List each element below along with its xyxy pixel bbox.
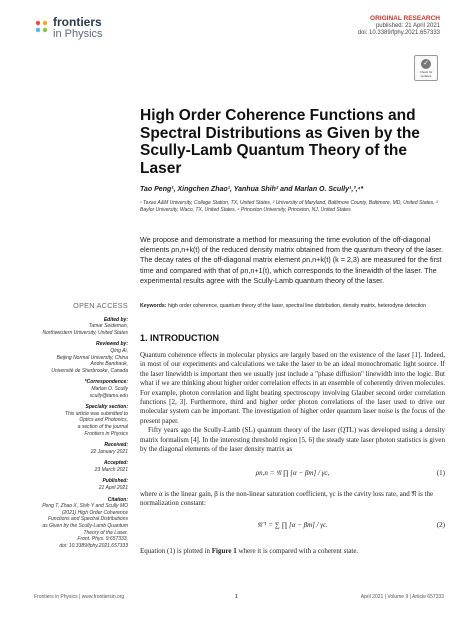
body-text <box>140 351 445 454</box>
paragraph: where α is the linear gain, β is the non-linear saturation coefficient, γc is the cavity loss rate, and 𝔑 is the normalization constant: <box>140 490 434 508</box>
specialty-label: Specialty section: <box>85 404 128 411</box>
reviewer-name: Andre Bandrauk, <box>90 361 128 368</box>
citation-line: (2021) High Order Coherence <box>61 509 128 516</box>
section-heading: 1. INTRODUCTION <box>140 333 220 343</box>
correspondence-email-link[interactable]: scully@tamu.edu <box>89 392 128 399</box>
citation-label: Citation: <box>107 496 128 503</box>
edited-by-label: Edited by: <box>103 316 128 323</box>
citation-line: as Given by the Scully-Lamb Quantum <box>42 523 128 530</box>
paragraph: Quantum coherence effects in molecular physics are largely based on the existence of the laser [1]. Indeed, in most of our experiments and calculations we take the laser to be an ideal monochromatic light source. If the laser linewidth is important then we usually just include a "phase diffusion" linewidth into the logic. But what if we are thinking about higher order correlation effects in an ensemble of coherently driven molecules. For example, photon correlation and light beating spectroscopy involving Glauber second order correlation functions [2, 3]. Furthermore, third and higher order photon correlations of the laser used to drive our molecular system can be important. The investigation of higher order quantum laser noise is the focus of the present paper. <box>140 351 445 425</box>
figure-1-link[interactable]: Figure 1 <box>211 547 237 555</box>
abstract: We propose and demonstrate a method for measuring the time evolution of the off-diagonal elements ρn,n+k(t) of the reduced density matrix obtained from the quantum theory of the laser. The decay rates of the off-diagonal matrix element ρn,n+k(t) (k = 2,3) are measured for the first time and compared with that of ρn,n+1(t), which corresponds to the linewidth of the laser. The experimental results agree with the Scully-Lamb quantum theory of the laser. <box>140 235 444 285</box>
keywords <box>140 303 445 310</box>
affiliations: ¹ Texas A&M University, College Station, TX, United States, ² University of Maryland, Baltimore County, Baltimore, MD, United States, ³ Baylor University, Waco, TX, United States, ⁴ Princeton University, Princeton, NJ, United States <box>140 200 438 213</box>
footer-issue: April 2021 | Volume 9 | Article 657333 <box>360 594 444 600</box>
citation-doi-link[interactable]: doi: 10.3389/fphy.2021.657333 <box>59 542 128 549</box>
sidebar <box>34 303 128 549</box>
editor-affiliation: Northwestern University, United States <box>42 329 128 336</box>
accepted-label: Accepted: <box>103 460 128 467</box>
check-badge-label: Check for updates <box>419 69 433 78</box>
article-title: High Order Coherence Functions and Spectral Distributions as Given by the Scully-Lamb Quantum Theory of the Laser <box>140 107 420 177</box>
keywords-text: high order coherence, quantum theory of the laser, spectral line distribution, density matrix, heterodyne detection <box>167 303 427 309</box>
footer-journal-link[interactable]: Frontiers in Physics | www.frontiersin.org <box>34 594 125 600</box>
citation-line: Theory of the Laser. <box>83 529 128 536</box>
citation-line: Functions and Spectral Distributions <box>47 516 128 523</box>
received-label: Received: <box>104 442 128 449</box>
editor-name: Tamar Seideman, <box>88 323 128 330</box>
reviewer-name: Qing Ai, <box>110 347 128 354</box>
accepted-date: 23 March 2021 <box>94 466 128 473</box>
equation-1-formula: ρn,n = 𝔑 ∏ [α − βm] / γc, <box>255 469 330 477</box>
article-type: ORIGINAL RESEARCH <box>370 15 440 22</box>
citation-line: Front. Phys. 9:657333. <box>77 536 128 543</box>
journal-logo[interactable] <box>53 16 103 40</box>
paragraph: Fifty years ago the Scully-Lamb (SL) quantum theory of the laser (QTL) was developed using a density matrix formalism [4]. In the interesting threshold region [5, 6] the steady state laser photon statistics is given by the diagonal elements of the laser density matrix as <box>140 426 445 454</box>
equation-1 <box>140 462 445 484</box>
correspondence-name: Marlan O. Scully <box>91 385 128 392</box>
correspondence-label: *Correspondence: <box>84 379 128 386</box>
reviewed-by-label: Reviewed by: <box>96 341 128 348</box>
page-number: 1 <box>235 594 238 600</box>
received-date: 22 January 2021 <box>90 448 128 455</box>
reviewer-affiliation: Beijing Normal University, China <box>56 354 128 361</box>
reviewer-affiliation: Université de Sherbrooke, Canada <box>51 367 128 374</box>
logo-line2: in Physics <box>53 28 103 40</box>
article-meta <box>358 15 440 38</box>
specialty-line: Frontiers in Physics <box>84 430 128 437</box>
published-date-sidebar: 21 April 2021 <box>98 485 128 492</box>
equation-2-formula: 𝔑⁻¹ = ∑ ∏ [α − βm] / γc. <box>257 521 328 529</box>
check-icon: ✓ <box>421 59 431 69</box>
eq-ref-text: where it is compared with a coherent state. <box>236 547 359 555</box>
specialty-line: This article was submitted to <box>64 410 128 417</box>
equation-1-number: (1) <box>436 469 445 477</box>
paragraph <box>140 547 445 555</box>
frontiers-logo-icon <box>34 19 50 35</box>
specialty-line: a section of the journal <box>77 423 128 430</box>
doi-link[interactable]: doi: 10.3389/fphy.2021.657333 <box>357 30 440 36</box>
published-date: published: 21 April 2021 <box>375 22 440 29</box>
open-access-label: OPEN ACCESS <box>73 301 128 310</box>
eq-ref-text: Equation (1) is plotted in <box>140 547 212 555</box>
author-list: Tao Peng¹, Xingchen Zhao¹, Yanhua Shih² and Marlan O. Scully¹,³,⁴* <box>140 186 364 193</box>
keywords-label: Keywords: <box>140 303 167 309</box>
citation-line: Peng T, Zhao X, Shih Y and Scully MO <box>42 503 128 510</box>
logo-line1: frontiers <box>53 15 102 29</box>
equation-2-number: (2) <box>436 521 445 529</box>
specialty-line: Optics and Photonics, <box>79 417 128 424</box>
check-for-updates-button[interactable] <box>414 55 438 81</box>
published-label: Published: <box>102 478 128 485</box>
equation-2 <box>140 512 445 536</box>
